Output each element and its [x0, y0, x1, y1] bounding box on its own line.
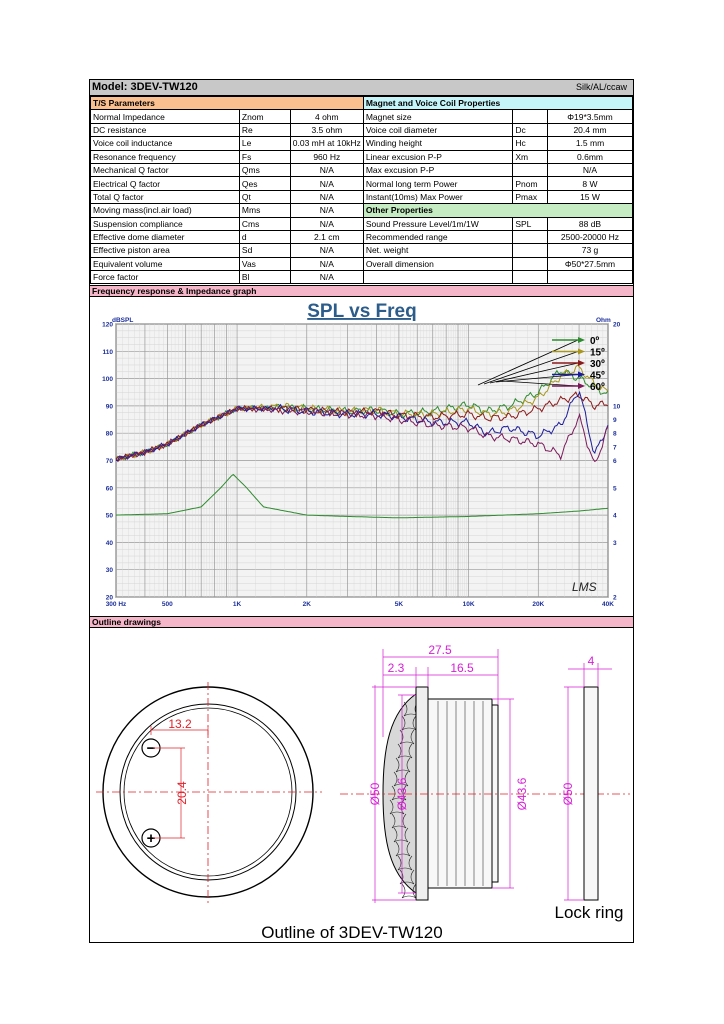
- y-left-tick-label: 40: [105, 539, 113, 547]
- minus-sign: −: [146, 740, 156, 757]
- prop-name: Instant(10ms) Max Power: [363, 190, 513, 203]
- plus-sign: +: [146, 830, 156, 847]
- ts-param-symbol: Qes: [239, 177, 290, 190]
- ts-param-name: Equivalent volume: [91, 257, 240, 270]
- y-right-label: Ohm: [596, 317, 611, 324]
- ts-param-value: 0.03 mH at 10kHz: [290, 137, 363, 150]
- ts-param-value: N/A: [290, 190, 363, 203]
- ts-param-name: Moving mass(incl.air load): [91, 204, 240, 217]
- ts-param-value: 960 Hz: [290, 150, 363, 163]
- x-tick-label: 5K: [394, 601, 404, 608]
- ts-param-symbol: Mms: [239, 204, 290, 217]
- prop-value: 8 W: [547, 177, 632, 190]
- y-right-tick-label: 20: [613, 321, 621, 329]
- magnet-section-title: Magnet and Voice Coil Properties: [363, 97, 632, 110]
- datasheet: [89, 79, 634, 943]
- ts-param-value: N/A: [290, 177, 363, 190]
- y-left-tick-label: 100: [102, 376, 113, 384]
- ts-param-name: Normal Impedance: [91, 110, 240, 123]
- ts-param-value: 4 ohm: [290, 110, 363, 123]
- ts-param-symbol: Re: [239, 123, 290, 136]
- ts-param-name: Effective dome diameter: [91, 230, 240, 243]
- outline-svg: [90, 627, 633, 942]
- x-tick-label: 300 Hz: [105, 601, 127, 608]
- prop-symbol: [513, 230, 548, 243]
- x-tick-label: 500: [161, 601, 173, 608]
- prop-value: 15 W: [547, 190, 632, 203]
- empty-cell: [513, 271, 548, 284]
- empty-cell: [547, 271, 632, 284]
- y-left-tick-label: 50: [105, 512, 113, 520]
- dim-dia-43-right: Ø43.6: [515, 777, 529, 811]
- y-right-tick-label: 2: [613, 594, 617, 602]
- ts-param-symbol: Bl: [239, 271, 290, 284]
- prop-symbol: [513, 244, 548, 257]
- spec-row: [91, 110, 633, 123]
- prop-name: Normal long term Power: [363, 177, 513, 190]
- ts-param-value: N/A: [290, 271, 363, 284]
- prop-name: Linear excusion P-P: [363, 150, 513, 163]
- ts-param-symbol: Cms: [239, 217, 290, 230]
- y-right-tick-label: 7: [613, 444, 617, 452]
- x-tick-label: 2K: [302, 601, 311, 608]
- ts-param-name: Resonance frequency: [91, 150, 240, 163]
- prop-value: 1.5 mm: [547, 137, 632, 150]
- spec-row: [91, 150, 633, 163]
- dim-body: 16.5: [450, 661, 474, 675]
- legend-label: 0º: [590, 336, 600, 347]
- spec-row: [91, 217, 633, 230]
- ts-param-value: 3.5 ohm: [290, 123, 363, 136]
- ts-param-name: Force factor: [91, 271, 240, 284]
- prop-name: Magnet size: [363, 110, 513, 123]
- y-left-tick-label: 90: [105, 403, 113, 411]
- prop-value: Φ50*27.5mm: [547, 257, 632, 270]
- prop-value: 73 g: [547, 244, 632, 257]
- spec-row: [91, 271, 633, 284]
- prop-symbol: Hc: [513, 137, 548, 150]
- y-right-tick-label: 5: [613, 485, 617, 493]
- prop-name: Net. weight: [363, 244, 513, 257]
- spec-row: [91, 163, 633, 176]
- ts-param-symbol: Znom: [239, 110, 290, 123]
- ts-param-name: Total Q factor: [91, 190, 240, 203]
- body-back: [492, 705, 498, 882]
- prop-value: 0.6mm: [547, 150, 632, 163]
- ts-param-symbol: Qt: [239, 190, 290, 203]
- ts-param-name: Suspension compliance: [91, 217, 240, 230]
- spec-row: [91, 257, 633, 270]
- y-left-tick-label: 110: [102, 348, 113, 356]
- y-left-tick-label: 120: [102, 321, 113, 329]
- y-left-tick-label: 20: [105, 594, 113, 602]
- ts-param-symbol: Sd: [239, 244, 290, 257]
- prop-name: Max excusion P-P: [363, 163, 513, 176]
- body: [428, 699, 492, 888]
- prop-symbol: Dc: [513, 123, 548, 136]
- dim-terminal-x: 13.2: [168, 717, 192, 731]
- prop-name: Sound Pressure Level/1m/1W: [363, 217, 513, 230]
- y-right-tick-label: 4: [613, 512, 617, 520]
- spec-row: [91, 123, 633, 136]
- lock-ring: [584, 687, 598, 900]
- y-right-tick-label: 10: [613, 403, 621, 411]
- y-left-label: dBSPL: [112, 317, 134, 324]
- y-left-tick-label: 30: [105, 567, 113, 575]
- flange: [416, 687, 428, 900]
- freq-band: Frequency response & Impedance graph: [90, 285, 633, 297]
- x-tick-label: 20K: [532, 601, 545, 608]
- spec-row: [91, 244, 633, 257]
- ts-param-value: N/A: [290, 257, 363, 270]
- y-right-tick-label: 9: [613, 417, 617, 425]
- prop-symbol: Pmax: [513, 190, 548, 203]
- prop-value: 20.4 mm: [547, 123, 632, 136]
- prop-symbol: Pnom: [513, 177, 548, 190]
- prop-name: Voice coil diameter: [363, 123, 513, 136]
- ts-param-symbol: Le: [239, 137, 290, 150]
- spec-table: [90, 96, 633, 284]
- x-tick-label: 1K: [232, 601, 242, 608]
- lock-ring-label: Lock ring: [554, 903, 624, 922]
- dim-ring-dia: Ø50: [561, 782, 575, 806]
- dim-ring: 4: [587, 654, 595, 668]
- ts-param-symbol: d: [239, 230, 290, 243]
- ts-param-value: N/A: [290, 217, 363, 230]
- prop-symbol: [513, 163, 548, 176]
- y-left-tick-label: 70: [105, 458, 113, 465]
- prop-symbol: [513, 110, 548, 123]
- ts-param-symbol: Qms: [239, 163, 290, 176]
- y-right-tick-label: 3: [613, 539, 617, 547]
- spec-header-row: [91, 97, 633, 110]
- freq-chart-svg: [90, 299, 633, 615]
- freq-chart: [90, 299, 633, 615]
- model-variant: Silk/AL/ccaw: [575, 82, 627, 92]
- dim-terminal-y: 20.4: [175, 781, 189, 805]
- legend-label: 60º: [590, 382, 605, 393]
- ts-param-name: Electrical Q factor: [91, 177, 240, 190]
- spec-row: [91, 190, 633, 203]
- ts-section-title: T/S Parameters: [91, 97, 364, 110]
- prop-symbol: Xm: [513, 150, 548, 163]
- prop-name: Recommended range: [363, 230, 513, 243]
- ts-param-value: N/A: [290, 244, 363, 257]
- prop-symbol: [513, 257, 548, 270]
- ts-param-name: DC resistance: [91, 123, 240, 136]
- prop-value: 2500-20000 Hz: [547, 230, 632, 243]
- x-tick-label: 10K: [462, 601, 475, 608]
- legend-label: 30º: [590, 359, 605, 370]
- x-tick-label: 40K: [602, 601, 614, 608]
- outline-caption: Outline of 3DEV-TW120: [261, 923, 443, 942]
- prop-value: Φ19*3.5mm: [547, 110, 632, 123]
- spec-row: [91, 230, 633, 243]
- spec-row: [91, 204, 633, 217]
- empty-cell: [363, 271, 513, 284]
- ts-param-name: Effective piston area: [91, 244, 240, 257]
- ts-param-name: Mechanical Q factor: [91, 163, 240, 176]
- ts-param-symbol: Vas: [239, 257, 290, 270]
- chart-title: SPL vs Freq: [307, 301, 417, 322]
- prop-value: N/A: [547, 163, 632, 176]
- outline-band: Outline drawings: [90, 616, 633, 628]
- prop-value: 88 dB: [547, 217, 632, 230]
- spec-row: [91, 137, 633, 150]
- ts-param-value: N/A: [290, 163, 363, 176]
- front-view: [96, 682, 322, 903]
- legend-label: 15º: [590, 347, 605, 359]
- legend-label: 45º: [590, 370, 605, 382]
- prop-name: Winding height: [363, 137, 513, 150]
- dim-flange: 2.3: [387, 661, 405, 675]
- y-right-tick-label: 6: [613, 458, 617, 465]
- ts-param-name: Voice coil inductance: [91, 137, 240, 150]
- dim-overall-depth: 27.5: [428, 643, 452, 657]
- model-header: [90, 80, 633, 96]
- lms-watermark: LMS: [572, 580, 597, 594]
- outline-drawing: [90, 627, 633, 942]
- prop-name: Overall dimension: [363, 257, 513, 270]
- lock-ring-view: [555, 654, 624, 922]
- dim-dia-43-left: Ø43.6: [395, 777, 409, 811]
- prop-symbol: SPL: [513, 217, 548, 230]
- model-title: Model: 3DEV-TW120: [92, 81, 198, 93]
- spec-row: [91, 177, 633, 190]
- y-left-tick-label: 60: [105, 485, 113, 493]
- y-left-tick-label: 80: [105, 430, 113, 438]
- ts-param-value: N/A: [290, 204, 363, 217]
- dim-dia-50: Ø50: [368, 782, 382, 806]
- ts-param-symbol: Fs: [239, 150, 290, 163]
- y-right-tick-label: 8: [613, 430, 617, 438]
- ts-param-value: 2.1 cm: [290, 230, 363, 243]
- other-section-title: Other Properties: [363, 204, 632, 217]
